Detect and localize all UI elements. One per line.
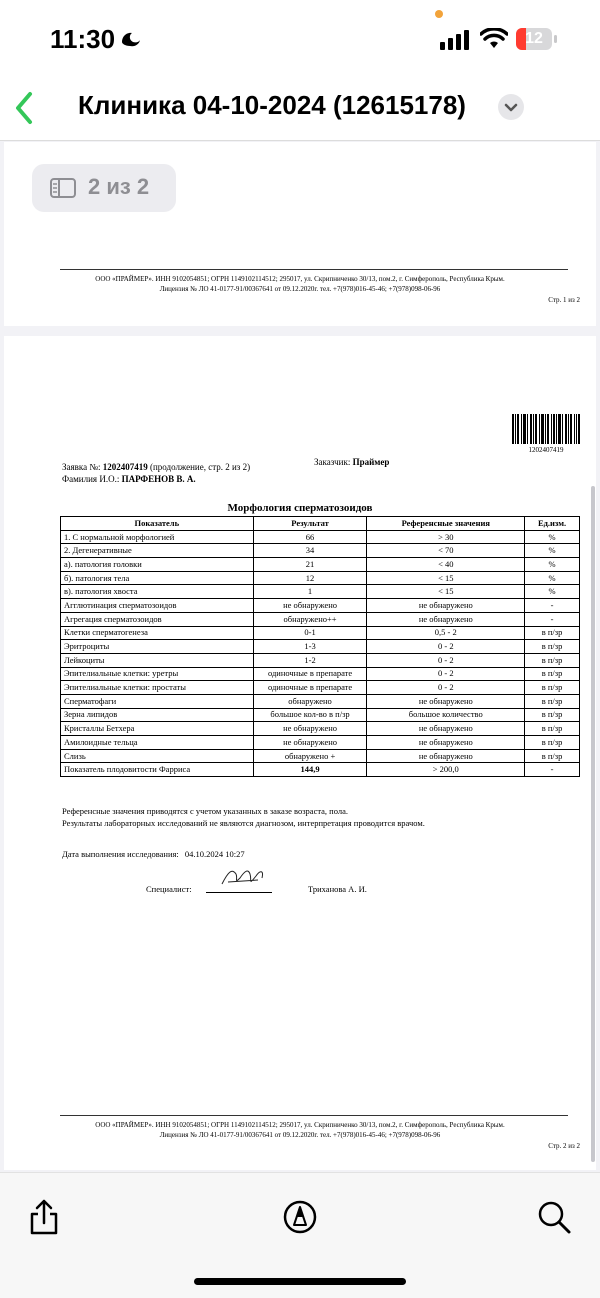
document-title: Клиника 04-10-2024 (12615178) [78,90,466,120]
indicator-cell: Эпителиальные клетки: уретры [61,667,254,681]
table-row [61,749,580,763]
unit-cell: % [525,558,580,572]
column-header: Референсные значения [367,517,525,531]
barcode-image [512,414,580,444]
battery-indicator [516,28,558,52]
indicator-cell: Показатель плодовитости Фарриса [61,763,254,777]
cellular-signal-icon [440,30,470,50]
unit-cell: - [525,763,580,777]
specialist-label: Специалист: [146,884,192,894]
indicator-cell: 2. Дегенеративные [61,544,254,558]
unit-cell: в п/зр [525,667,580,681]
order-label: Заявка №: [62,462,101,472]
result-cell: 21 [253,558,367,572]
result-cell: не обнаружено [253,722,367,736]
unit-cell: % [525,530,580,544]
reference-cell: не обнаружено [367,736,525,750]
table-row [61,653,580,667]
specialist-name: Триханова А. И. [308,884,367,894]
footer-line-1: ООО «ПРАЙМЕР». ИНН 9102054851; ОГРН 1149102114512; 295017, ул. Скрипниченко 30/13, пом.2, г. Симферополь, Республика Крым. [95,275,505,283]
indicator-cell: Сперматофаги [61,694,254,708]
unit-cell: % [525,585,580,599]
page-indicator-label: 2 из 2 [88,174,150,199]
signature-image [218,864,268,892]
table-row [61,722,580,736]
footer-line-2: Лицензия № ЛО 41-0177-91/00367641 от 09.12.2020г. тел. +7(978)016-45-46; +7(978)098-06-96 [159,285,441,293]
customer-line [314,457,389,467]
document-page-1 [4,142,596,326]
table-row [61,708,580,722]
wifi-icon [480,28,508,50]
chevron-down-icon [498,94,524,120]
unit-cell: - [525,599,580,613]
reference-cell: не обнаружено [367,599,525,613]
footer-line-2: Лицензия № ЛО 41-0177-91/00367641 от 09.12.2020г. тел. +7(978)016-45-46; +7(978)098-06-96 [159,1131,441,1139]
patient-line [62,474,196,484]
unit-cell: в п/зр [525,694,580,708]
result-cell: не обнаружено [253,736,367,750]
result-cell: 12 [253,571,367,585]
footer-divider [60,1115,568,1116]
reference-cell: не обнаружено [367,749,525,763]
reference-cell: не обнаружено [367,694,525,708]
indicator-cell: б). патология тела [61,571,254,585]
table-row [61,571,580,585]
reference-cell: 0 - 2 [367,640,525,654]
result-cell: 34 [253,544,367,558]
search-icon[interactable] [536,1197,572,1237]
table-row [61,544,580,558]
indicator-cell: Агрегация сперматозоидов [61,612,254,626]
reference-cell: < 40 [367,558,525,572]
indicator-cell: Слизь [61,749,254,763]
table-row [61,763,580,777]
reference-cell: 0 - 2 [367,667,525,681]
indicator-cell: Эпителиальные клетки: простаты [61,681,254,695]
unit-cell: % [525,571,580,585]
page-number: Стр. 2 из 2 [548,1142,580,1150]
reference-cell: < 15 [367,571,525,585]
order-continuation: (продолжение, стр. 2 из 2) [149,462,251,472]
patient-name: ПАРФЕНОВ В. А. [121,474,196,484]
table-row [61,736,580,750]
indicator-cell: Зерна липидов [61,708,254,722]
indicator-cell: Лейкоциты [61,653,254,667]
reference-cell: < 15 [367,585,525,599]
customer-name: Праймер [352,457,390,467]
reference-cell: не обнаружено [367,722,525,736]
vertical-scrollbar[interactable] [591,486,595,1162]
reference-cell: 0 - 2 [367,653,525,667]
share-icon[interactable] [26,1197,62,1237]
reference-cell: не обнаружено [367,612,525,626]
indicator-cell: Амилоидные тельца [61,736,254,750]
disclaimer-note: Результаты лабораторных исследований не являются диагнозом, интерпретация проводится врачом. [62,818,425,828]
table-row [61,612,580,626]
execution-date-label: Дата выполнения исследования: [62,849,179,859]
patient-label: Фамилия И.О.: [62,474,120,484]
recording-indicator-dot [435,10,443,18]
title-menu-button[interactable] [498,94,524,120]
result-cell: 144,9 [253,763,367,777]
result-cell: большое кол-во в п/зр [253,708,367,722]
result-cell: 0-1 [253,626,367,640]
reference-cell: > 30 [367,530,525,544]
home-indicator[interactable] [194,1278,406,1285]
table-row [61,585,580,599]
result-cell: одиночные в препарате [253,667,367,681]
page-indicator[interactable] [32,164,176,212]
results-table [60,516,580,777]
battery-level: 12 [525,30,543,47]
status-time: 11:30 [50,24,116,54]
column-header: Показатель [61,517,254,531]
table-row [61,558,580,572]
result-cell: 1 [253,585,367,599]
page-number: Стр. 1 из 2 [548,296,580,304]
reference-cell: большое количество [367,708,525,722]
order-line [62,462,250,472]
unit-cell: в п/зр [525,708,580,722]
indicator-cell: Кристаллы Бетхера [61,722,254,736]
unit-cell: в п/зр [525,626,580,640]
result-cell: не обнаружено [253,599,367,613]
indicator-cell: Клетки сперматогенеза [61,626,254,640]
column-header: Результат [253,517,367,531]
indicator-cell: 1. С нормальной морфологией [61,530,254,544]
result-cell: обнаружено + [253,749,367,763]
reference-note: Референсные значения приводятся с учетом указанных в заказе возраста, пола. [62,806,349,816]
unit-cell: в п/зр [525,653,580,667]
result-cell: 1-3 [253,640,367,654]
chevron-left-icon[interactable] [12,90,36,126]
focus-moon-icon [120,30,142,48]
customer-label: Заказчик: [314,457,351,467]
reference-cell: 0,5 - 2 [367,626,525,640]
result-cell: 1-2 [253,653,367,667]
indicator-cell: Агглютинация сперматозоидов [61,599,254,613]
order-number: 1202407419 [102,462,148,472]
indicator-cell: Эритроциты [61,640,254,654]
result-cell: обнаружено [253,694,367,708]
indicator-cell: а). патология головки [61,558,254,572]
table-row [61,626,580,640]
table-row [61,640,580,654]
status-bar [0,0,600,80]
table-row [61,530,580,544]
footer-line-1: ООО «ПРАЙМЕР». ИНН 9102054851; ОГРН 1149102114512; 295017, ул. Скрипниченко 30/13, пом.2, г. Симферополь, Республика Крым. [95,1121,505,1129]
reference-cell: > 200,0 [367,763,525,777]
column-header: Ед.изм. [525,517,580,531]
section-title: Морфология сперматозоидов [227,502,373,514]
execution-date: 04.10.2024 10:27 [184,849,245,859]
signature-line [206,892,272,893]
unit-cell: % [525,544,580,558]
reference-cell: 0 - 2 [367,681,525,695]
navigation-bar [0,80,600,141]
table-header-row [61,517,580,531]
unit-cell: в п/зр [525,749,580,763]
reference-cell: < 70 [367,544,525,558]
result-cell: обнаружено++ [253,612,367,626]
table-row [61,694,580,708]
footer-divider [60,269,568,270]
unit-cell: - [525,612,580,626]
execution-date-line [62,849,245,859]
barcode-number: 1202407419 [528,446,564,454]
markup-pen-icon[interactable] [282,1197,318,1237]
unit-cell: в п/зр [525,681,580,695]
unit-cell: в п/зр [525,640,580,654]
result-cell: 66 [253,530,367,544]
result-cell: одиночные в препарате [253,681,367,695]
table-row [61,667,580,681]
table-row [61,681,580,695]
table-row [61,599,580,613]
document-page-2 [4,336,596,1170]
unit-cell: в п/зр [525,722,580,736]
indicator-cell: в). патология хвоста [61,585,254,599]
unit-cell: в п/зр [525,736,580,750]
sidebar-thumbnails-icon [50,178,76,198]
